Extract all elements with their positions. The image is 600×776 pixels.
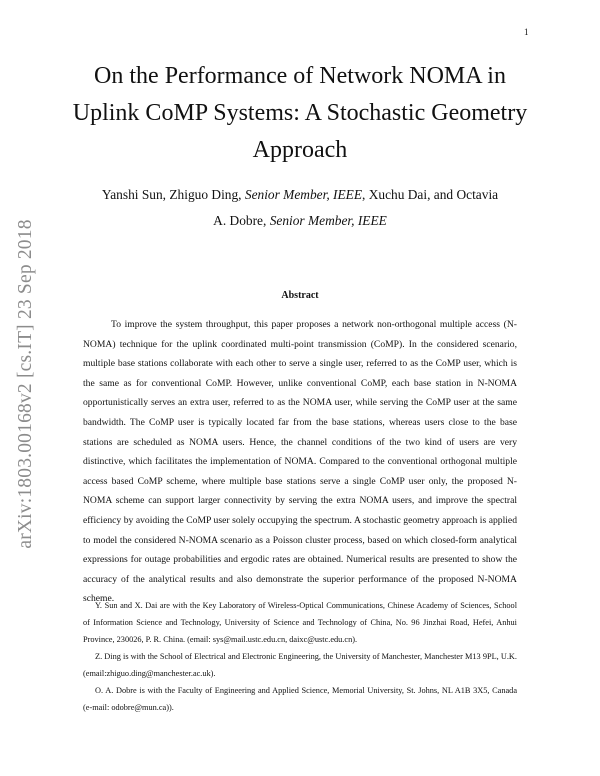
- abstract-body: To improve the system throughput, this paper proposes a network non-orthogonal multiple access (N-NOMA) technique for the uplink coordinated multi-point transmission (CoMP). In the considered scenario, multiple base stations collaborate with each other to serve a single user, referred to as the CoMP user, which is the same as for conventional CoMP. However, unlike conventional CoMP, each base station in N-NOMA opportunistically serves an extra user, referred to as the NOMA user, while serving the CoMP user at the same bandwidth. The CoMP user is typically located far from the base stations, whereas users close to the base stations are scheduled as NOMA users. Hence, the channel conditions of the two kind of users are very distinctive, which facilitates the implementation of NOMA. Compared to the conventional orthogonal multiple access based CoMP scheme, where multiple base stations serve a single CoMP user only, the proposed N-NOMA scheme can support larger connectivity by serving the extra NOMA users, and improve the spectral efficiency by avoiding the CoMP user solely occupying the spectrum. A stochastic geometry approach is applied to model the considered N-NOMA scenario as a Poisson cluster process, based on which closed-form analytical expressions for outage probabilities and ergodic rates are obtained. Numerical results are presented to show the accuracy of the analytical results and also demonstrate the superior performance of the proposed N-NOMA scheme.: [83, 319, 517, 605]
- author-names-continued: , Xuchu Dai, and Octavia A. Dobre,: [213, 187, 499, 228]
- author-role: Senior Member, IEEE: [244, 187, 363, 202]
- author-names: Yanshi Sun, Zhiguo Ding,: [101, 187, 245, 202]
- page-number: 1: [524, 27, 529, 37]
- author-role-last: Senior Member, IEEE: [269, 213, 387, 228]
- footnotes: [83, 597, 517, 716]
- abstract-heading: Abstract: [281, 290, 319, 301]
- footnote-affiliation-sun-dai: Y. Sun and X. Dai are with the Key Laboratory of Wireless-Optical Communications, Chinese Academy of Sciences, School of Information Science and Technology, University of Science and Technology of China, No. 96 Jinzhai Road, Hefei, Anhui Province, 230026, P. R. China. (email: sys@mail.ustc.edu.cn, daixc@ustc.edu.cn).: [83, 601, 517, 644]
- footnote-affiliation-dobre: O. A. Dobre is with the Faculty of Engineering and Applied Science, Memorial University, St. Johns, NL A1B 3X5, Canada (e-mail: odobre@mun.ca)).: [83, 686, 517, 712]
- arxiv-stamp-text: arXiv:1803.00168v2 [cs.IT] 23 Sep 2018: [15, 219, 36, 549]
- footnote-affiliation-ding: Z. Ding is with the School of Electrical and Electronic Engineering, the University of Manchester, Manchester M13 9PL, U.K. (email:zhiguo.ding@manchester.ac.uk).: [83, 652, 517, 678]
- paper-title: On the Performance of Network NOMA in Uplink CoMP Systems: A Stochastic Geometry Approach: [72, 63, 528, 163]
- author-list: [95, 182, 505, 234]
